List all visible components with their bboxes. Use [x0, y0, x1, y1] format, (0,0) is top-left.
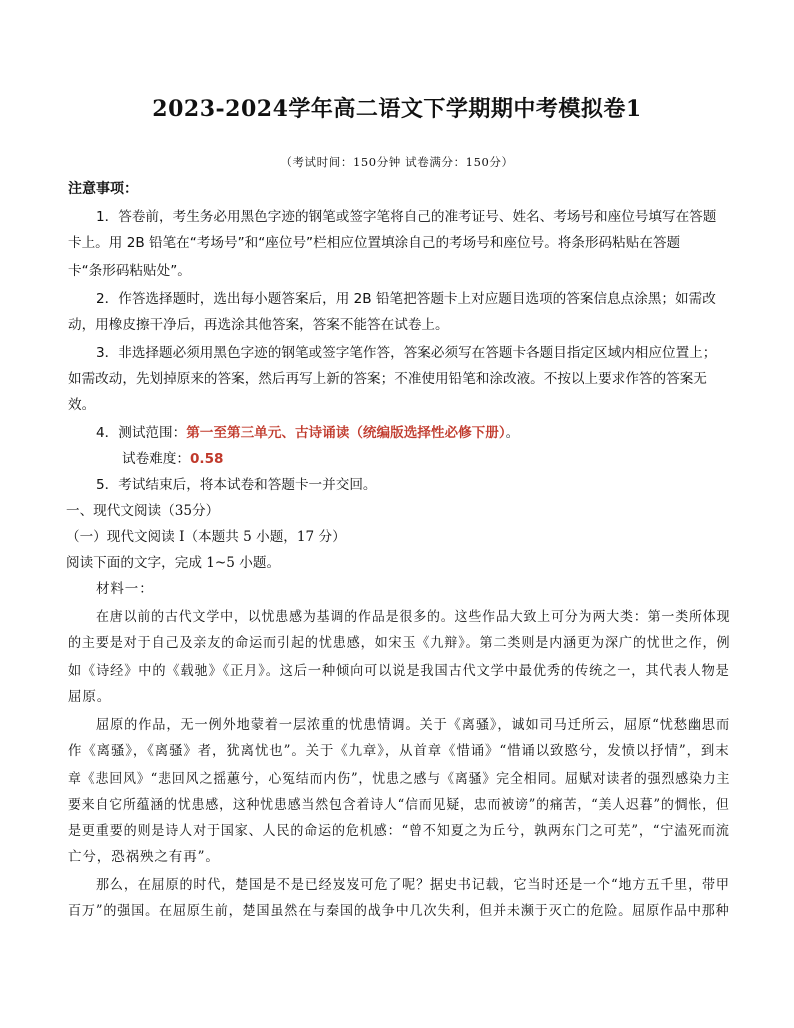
difficulty-value: 0.58: [189, 451, 224, 467]
notice-item2-line2: 动，用橡皮擦干净后，再选涂其他答案，答案不能答在试卷上。: [68, 317, 449, 333]
notice-heading: 注意事项：: [68, 181, 138, 197]
difficulty-label: 试卷难度：: [122, 451, 190, 467]
passage-p3-line1: 那么，在屈原的时代，楚国是不是已经岌岌可危了呢？据史书记载，它当时还是一个“地方五千里，带甲: [96, 877, 730, 893]
notice-item4-suffix: 。: [505, 425, 520, 441]
passage-p2-line1: 屈原的作品，无一例外地蒙着一层浓重的忧患情调。关于《离骚》，诚如司马迁所云，屈原“忧愁幽思而: [96, 717, 731, 733]
notice-item3-line3: 效。: [68, 397, 96, 413]
difficulty-row: [122, 450, 224, 468]
notice-item3-line2: 如需改动，先划掉原来的答案，然后再写上新的答案；不准使用铅笔和涂改液。不按以上要求作答的答案无: [68, 371, 707, 387]
notice-item1-line1: 1．答卷前，考生务必用黑色字迹的钢笔或签字笔将自己的准考证号、姓名、考场号和座位号填写在答题: [96, 209, 717, 225]
notice-item4-prefix: 4．测试范围：: [96, 425, 187, 441]
passage-p1-line3: 如《诗经》中的《载驰》《正月》。这后一种倾向可以说是我国古代文学中最优秀的传统之一，其代表人物是: [68, 663, 730, 679]
passage-p1-line4: 屈原。: [68, 689, 112, 705]
passage-p2-line2: 作《离骚》，《离骚》者，犹离忧也”。关于《九章》，从首章《惜诵》“惜诵以致愍兮，发愤以抒情”，到末: [68, 743, 730, 759]
passage-p2-line6: 亡兮，恐祸殃之有再”。: [68, 849, 220, 865]
passage-p2-line4: 要来自它所蕴涵的忧患感，这种忧患感当然包含着诗人“信而见疑，忠而被谤”的痛苦，“美人迟暮”的惆怅，但: [68, 797, 730, 813]
reading-instruction: 阅读下面的文字，完成 1~5 小题。: [66, 555, 281, 571]
test-scope: 第一至第三单元、古诗诵读（统编版选择性必修下册）: [186, 425, 506, 441]
notice-item3-line1: 3．非选择题必须用黑色字迹的钢笔或签字笔作答，答案必须写在答题卡各题目指定区域内相应位置上；: [96, 345, 717, 361]
section-part1-heading: 一、现代文阅读（35分）: [66, 503, 220, 519]
passage-p2-line3: 章《悲回风》“悲回风之摇蕙兮，心冤结而内伤”，忧患之感与《离骚》完全相同。屈赋对读者的强烈感染力主: [68, 771, 731, 787]
exam-title: 2023-2024学年高二语文下学期期中考模拟卷1: [152, 96, 642, 122]
notice-item4: [96, 424, 519, 442]
passage-p1-line1: 在唐以前的古代文学中，以忧患感为基调的作品是很多的。这些作品大致上可分为两大类：第一类所体现: [96, 609, 731, 625]
notice-item2-line1: 2．作答选择题时，选出每小题答案后，用 2B 铅笔把答题卡上对应题目选项的答案信息点涂黑；如需改: [96, 291, 716, 307]
notice-item1-line2: 卡上。用 2B 铅笔在“考场号”和“座位号”栏相应位置填涂自己的考场号和座位号。将条形码粘贴在答题: [68, 235, 681, 251]
passage-p3-line2: 百万”的强国。在屈原生前，楚国虽然在与秦国的战争中几次失利，但并未濒于灭亡的危险。屈原作品中那种: [68, 903, 730, 919]
notice-item1-line3: 卡“条形码粘贴处”。: [68, 263, 191, 279]
notice-item5: 5．考试结束后，将本试卷和答题卡一并交回。: [96, 477, 377, 493]
material-label: 材料一：: [96, 581, 154, 597]
passage-p1-line2: 的主要是对于自己及亲友的命运而引起的忧患感，如宋玉《九辩》。第二类则是内涵更为深广的忧世之作，例: [68, 635, 731, 651]
exam-subtitle: （考试时间：150分钟 试卷满分：150分）: [280, 155, 514, 169]
section-sub1-heading: （一）现代文阅读 I（本题共 5 小题，17 分）: [66, 529, 346, 545]
passage-p2-line5: 是更重要的则是诗人对于国家、人民的命运的危机感：“曾不知夏之为丘兮，孰两东门之可芜”，“宁溘死而流: [68, 823, 730, 839]
